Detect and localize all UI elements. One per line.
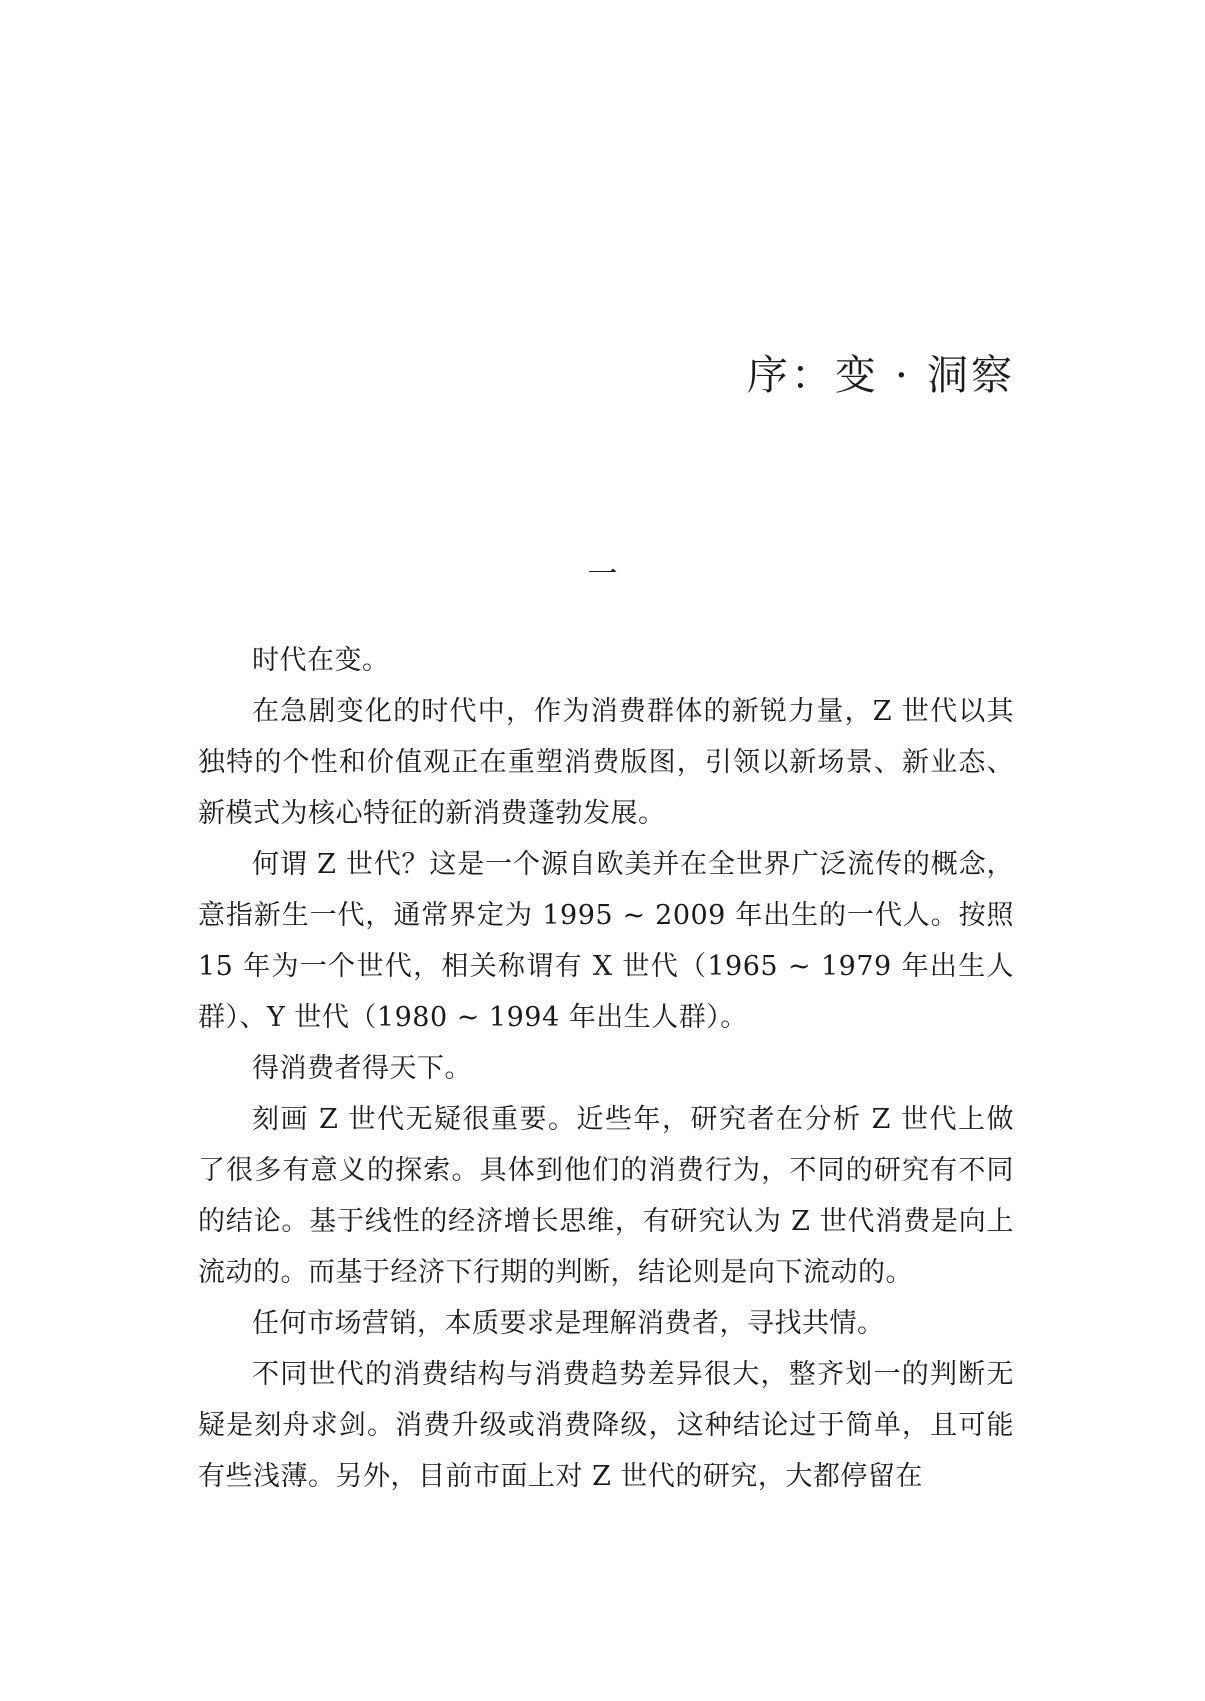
paragraph: 得消费者得天下。 xyxy=(252,1053,472,1084)
paragraph: 不同世代的消费结构与消费趋势差异很大，整齐划一的判断无疑是刻舟求剑。消费升级或消费降级，这种结论过于简单，且可能有些浅薄。另外，目前市面上对 Z 世代的研究，大都停留在 xyxy=(198,1359,1014,1492)
paragraph: 时代在变。 xyxy=(252,645,390,676)
paragraph: 在急剧变化的时代中，作为消费群体的新锐力量，Z 世代以其独特的个性和价值观正在重塑消费版图，引领以新场景、新业态、新模式为核心特征的新消费蓬勃发展。 xyxy=(198,696,1014,829)
section-number: 一 xyxy=(587,557,618,592)
paragraph: 何谓 Z 世代？这是一个源自欧美并在全世界广泛流传的概念，意指新生一代，通常界定为 1995 ~ 2009 年出生的一代人。按照 15 年为一个世代，相关称谓有 X 世代（1965 ~ 1979 年出生人群）、Y 世代（1980 ~ 1994 年出生人群）。 xyxy=(198,849,1014,1033)
page-title: 序：变 · 洞察 xyxy=(746,351,1015,399)
paragraph: 刻画 Z 世代无疑很重要。近些年，研究者在分析 Z 世代上做了很多有意义的探索。具体到他们的消费行为，不同的研究有不同的结论。基于线性的经济增长思维，有研究认为 Z 世代消费是向上流动的。而基于经济下行期的判断，结论则是向下流动的。 xyxy=(198,1104,1014,1288)
paragraph: 任何市场营销，本质要求是理解消费者，寻找共情。 xyxy=(252,1308,885,1339)
body-text xyxy=(198,635,1014,1502)
